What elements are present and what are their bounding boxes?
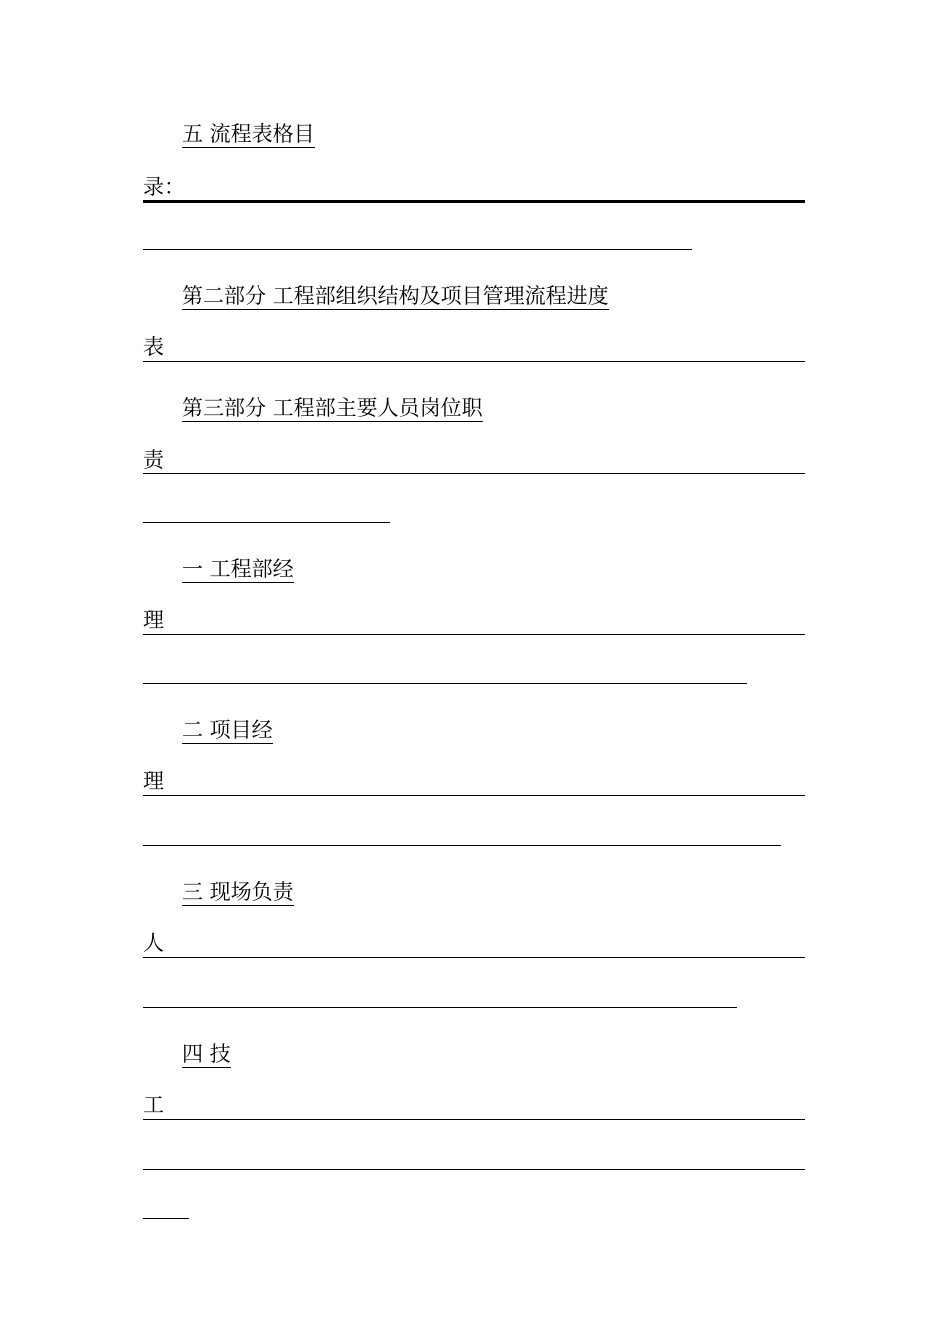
toc-heading-item-4: 四 技 [182, 1042, 231, 1066]
toc-leader-line [143, 361, 805, 362]
toc-continuation-item-1: 理 [143, 608, 164, 632]
toc-heading-item-2: 二 项目经 [182, 718, 273, 742]
toc-leader-line [143, 249, 692, 250]
toc-leader-line [143, 795, 805, 796]
toc-leader-line [143, 1169, 805, 1170]
toc-leader-line [143, 634, 805, 635]
toc-continuation-flow-forms: 录： [143, 175, 185, 199]
toc-leader-line [143, 522, 390, 523]
toc-continuation-item-3: 人 [143, 931, 164, 955]
toc-leader-line [143, 845, 781, 846]
toc-continuation-part-3: 责 [143, 448, 164, 472]
toc-heading-item-3: 三 现场负责 [182, 880, 294, 904]
toc-leader-line [143, 957, 805, 958]
toc-leader-line [143, 473, 805, 474]
toc-leader-line [143, 1218, 189, 1219]
toc-continuation-part-2: 表 [143, 335, 164, 359]
toc-continuation-item-4: 工 [143, 1093, 164, 1117]
toc-leader-line [143, 683, 747, 684]
toc-heading-part-2: 第二部分 工程部组织结构及项目管理流程进度 [182, 284, 609, 308]
toc-heading-part-3: 第三部分 工程部主要人员岗位职 [182, 396, 483, 420]
toc-leader-line [143, 1007, 737, 1008]
toc-continuation-item-2: 理 [143, 769, 164, 793]
toc-leader-line [143, 1119, 805, 1120]
toc-leader-line [143, 200, 805, 203]
toc-heading-flow-forms: 五 流程表格目 [182, 122, 315, 146]
toc-heading-item-1: 一 工程部经 [182, 557, 294, 581]
